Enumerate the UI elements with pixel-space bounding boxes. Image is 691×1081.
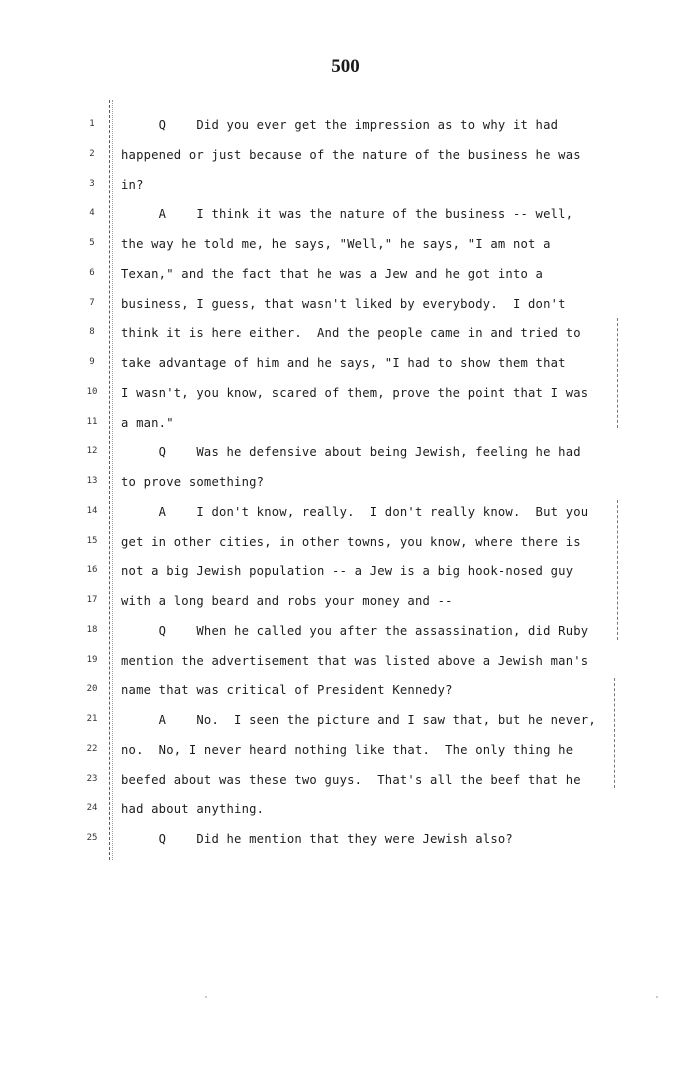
line-number: 20 [86, 684, 98, 695]
page-number: 500 [331, 56, 360, 77]
line-number: 5 [89, 238, 95, 248]
line-number: 25 [86, 833, 98, 843]
transcript-line: with a long beard and robs your money and -- [121, 594, 453, 608]
line-number: 18 [86, 624, 98, 635]
transcript-line: I wasn't, you know, scared of them, prove the point that I was [121, 385, 589, 400]
transcript-line: name that was critical of President Kennedy? [121, 683, 453, 698]
transcript-line: Q Did he mention that they were Jewish also? [121, 832, 513, 846]
line-number: 23 [86, 773, 98, 784]
line-number: 21 [86, 714, 98, 724]
line-number: 8 [89, 327, 95, 338]
transcript-line: A I don't know, really. I don't really know. But you [121, 504, 589, 519]
line-number: 7 [89, 297, 95, 308]
transcript-line: no. No, I never heard nothing like that. The only thing he [121, 742, 574, 757]
line-number: 10 [86, 386, 98, 397]
line-number: 17 [86, 595, 98, 605]
transcript-line: think it is here either. And the people came in and tried to [121, 326, 581, 341]
transcript-line: business, I guess, that wasn't liked by everybody. I don't [121, 296, 566, 311]
transcript-line: mention the advertisement that was listed above a Jewish man's [121, 653, 589, 668]
transcript-line: beefed about was these two guys. That's all the beef that he [121, 772, 581, 787]
transcript-line: A I think it was the nature of the business -- well, [121, 207, 574, 222]
transcript-line: Q Was he defensive about being Jewish, feeling he had [121, 445, 581, 460]
transcript-line: Q Did you ever get the impression as to why it had [121, 118, 559, 132]
line-number: 19 [86, 654, 98, 665]
line-number: 9 [89, 357, 95, 367]
transcript-line: to prove something? [121, 475, 265, 489]
line-number: 15 [86, 535, 98, 546]
line-number: 24 [86, 803, 98, 814]
scan-speck [656, 996, 658, 998]
line-number: 6 [89, 267, 95, 278]
left-margin-rule-inner [112, 100, 114, 860]
transcript-line: Texan," and the fact that he was a Jew and he got into a [121, 266, 544, 281]
line-number: 2 [89, 148, 95, 159]
transcript-line: in? [121, 177, 144, 192]
line-number: 3 [89, 178, 95, 189]
transcript-line: a man." [121, 415, 174, 430]
line-number: 12 [86, 446, 98, 457]
transcript-line: happened or just because of the nature of the business he was [121, 147, 581, 162]
transcript-line: not a big Jewish population -- a Jew is a big hook-nosed guy [121, 564, 574, 579]
line-number: 13 [86, 476, 98, 486]
line-number: 11 [86, 416, 98, 427]
scan-speck [205, 996, 207, 998]
transcript-line: A No. I seen the picture and I saw that, but he never, [121, 713, 596, 727]
line-number: 14 [86, 505, 98, 516]
right-margin-mark [617, 318, 619, 428]
line-number: 22 [86, 743, 98, 754]
line-number: 1 [89, 119, 95, 129]
transcript-line: had about anything. [121, 802, 265, 817]
right-margin-mark [617, 500, 619, 640]
right-margin-mark [614, 678, 616, 788]
transcript-line: get in other cities, in other towns, you know, where there is [121, 534, 581, 549]
line-number: 16 [86, 565, 98, 576]
transcript-line: Q When he called you after the assassination, did Ruby [121, 623, 589, 638]
line-number: 4 [89, 208, 95, 219]
transcript-line: take advantage of him and he says, "I had to show them that [121, 356, 566, 370]
transcript-line: the way he told me, he says, "Well," he says, "I am not a [121, 237, 551, 251]
